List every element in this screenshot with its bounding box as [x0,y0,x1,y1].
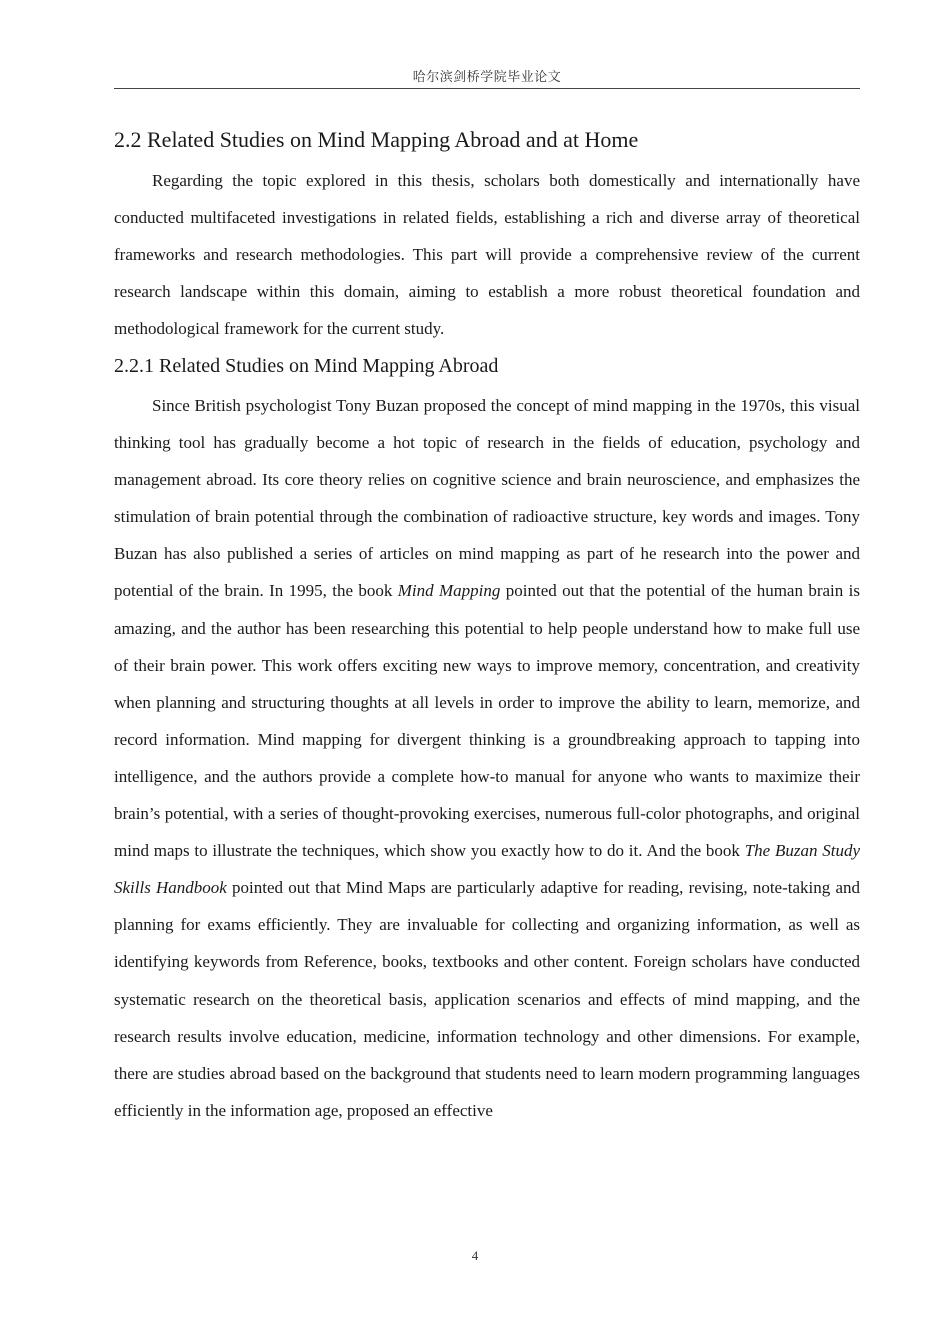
page-header: 哈尔滨剑桥学院毕业论文 [412,70,562,85]
section-heading: 2.2 Related Studies on Mind Mapping Abroad and at Home [114,127,639,152]
book-title-mind-mapping: Mind Mapping [397,581,501,601]
paragraph-text-part-2: pointed out that the potential of the human brain is amazing, and the author has been researching this potential to help people understand how to make full use of their brain power. This work offers exciting new ways to improve memory, concentration, and creativity when planning and structuring thoughts at all levels in order to improve the ability to learn, memorize, and record information. Mind mapping for divergent thinking is a groundbreaking approach to tapping into intelligence, and the authors provide a complete how-to manual for anyone who wants to maximize their brain’s potential, with a series of thought-provoking exercises, numerous full-color photographs, and original mind maps to illustrate the techniques, which show you exactly how to do it. And the book [114,581,860,861]
book-title-study-skills-handbook: The Buzan Study Skills Handbook [114,841,860,898]
subsection-body-paragraph [114,387,860,1129]
header-divider [114,88,860,89]
paragraph-text-part-1: Since British psychologist Tony Buzan proposed the concept of mind mapping in the 1970s, this visual thinking tool has gradually become a hot topic of research in the fields of education, psychology and management abroad. Its core theory relies on cognitive science and brain neuroscience, and emphasizes the stimulation of brain potential through the combination of radioactive structure, key words and images. Tony Buzan has also published a series of articles on mind mapping as part of he research into the power and potential of the brain. In 1995, the book [114,396,860,601]
page-content [114,118,860,1129]
page-number: 4 [471,1248,479,1263]
paragraph-text-part-3: pointed out that Mind Maps are particularly adaptive for reading, revising, note-taking and planning for exams efficiently. They are invaluable for collecting and organizing information, as well as identifying keywords from Reference, books, textbooks and other content. Foreign scholars have conducted systematic research on the theoretical basis, application scenarios and effects of mind mapping, and the research results involve education, medicine, information technology and other dimensions. For example, there are studies abroad based on the background that students need to learn modern programming languages efficiently in the information age, proposed an effective [114,878,860,1120]
section-intro-paragraph: Regarding the topic explored in this thesis, scholars both domestically and internationally have conducted multifaceted investigations in related fields, establishing a rich and diverse array of theoretical frameworks and research methodologies. This part will provide a comprehensive review of the current research landscape within this domain, aiming to establish a more robust theoretical foundation and methodological framework for the current study. [114,171,860,338]
subsection-heading: 2.2.1 Related Studies on Mind Mapping Abroad [114,355,499,377]
